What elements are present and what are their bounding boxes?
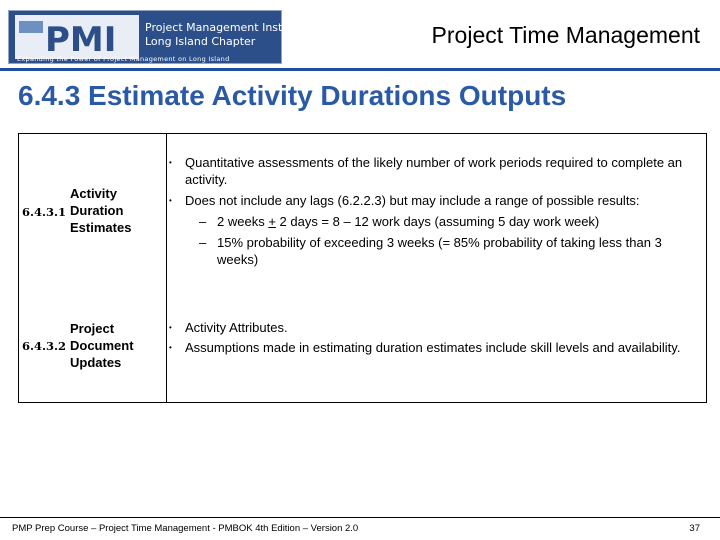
row-code: 6.4.3.1: [22, 205, 67, 219]
bullet-icon: •: [169, 158, 172, 167]
logo-chapter-name: Long Island Chapter: [145, 35, 256, 48]
row-label: Activity Duration Estimates: [70, 186, 132, 235]
list-item: [169, 319, 705, 336]
sub-list-item: [199, 234, 705, 268]
content-table: [18, 133, 707, 403]
bullet-text: Quantitative assessments of the likely number of work periods required to complete an activity.: [185, 155, 683, 187]
footer-text: PMP Prep Course – Project Time Management - PMBOK 4th Edition – Version 2.0: [12, 523, 359, 534]
pmi-logo-mark-icon: [15, 15, 139, 59]
sub-text-underlined: +: [268, 214, 276, 229]
list-item: [169, 192, 705, 209]
header-title: Project Time Management: [431, 22, 700, 48]
bullet-icon: •: [169, 196, 172, 205]
footer-divider: [0, 517, 720, 518]
svg-text:PMI: PMI: [45, 20, 117, 59]
sub-list-item: [199, 213, 705, 230]
page-number: 37: [689, 523, 700, 534]
logo-org-name: Project Management Institute: [145, 21, 308, 34]
bullet-icon: •: [169, 343, 172, 352]
list-item: [169, 339, 705, 356]
column-divider: [166, 134, 167, 402]
logo-tagline: Expanding the Power of Project Management on Long Island: [17, 55, 230, 63]
sub-text-post: 2 days = 8 – 12 work days (assuming 5 day work week): [275, 214, 600, 229]
bullet-text: Activity Attributes.: [185, 320, 288, 335]
dash-icon: –: [199, 214, 207, 229]
bullet-text: Assumptions made in estimating duration estimates include skill levels and availability.: [185, 340, 681, 355]
bullet-text: Does not include any lags (6.2.2.3) but may include a range of possible results:: [185, 193, 640, 208]
row-code: 6.4.3.2: [22, 339, 67, 353]
row-label: Project Document Updates: [70, 321, 134, 370]
pmi-logo: [8, 10, 308, 64]
bullet-icon: •: [169, 323, 172, 332]
sub-text: 15% probability of exceeding 3 weeks (= 85% probability of taking less than 3 weeks): [217, 235, 662, 267]
sub-text-pre: 2 weeks: [217, 214, 269, 229]
dash-icon: –: [199, 235, 207, 250]
slide-title: 6.4.3 Estimate Activity Durations Outputs: [18, 80, 567, 111]
list-item: [169, 154, 705, 188]
header-divider: [0, 68, 720, 71]
